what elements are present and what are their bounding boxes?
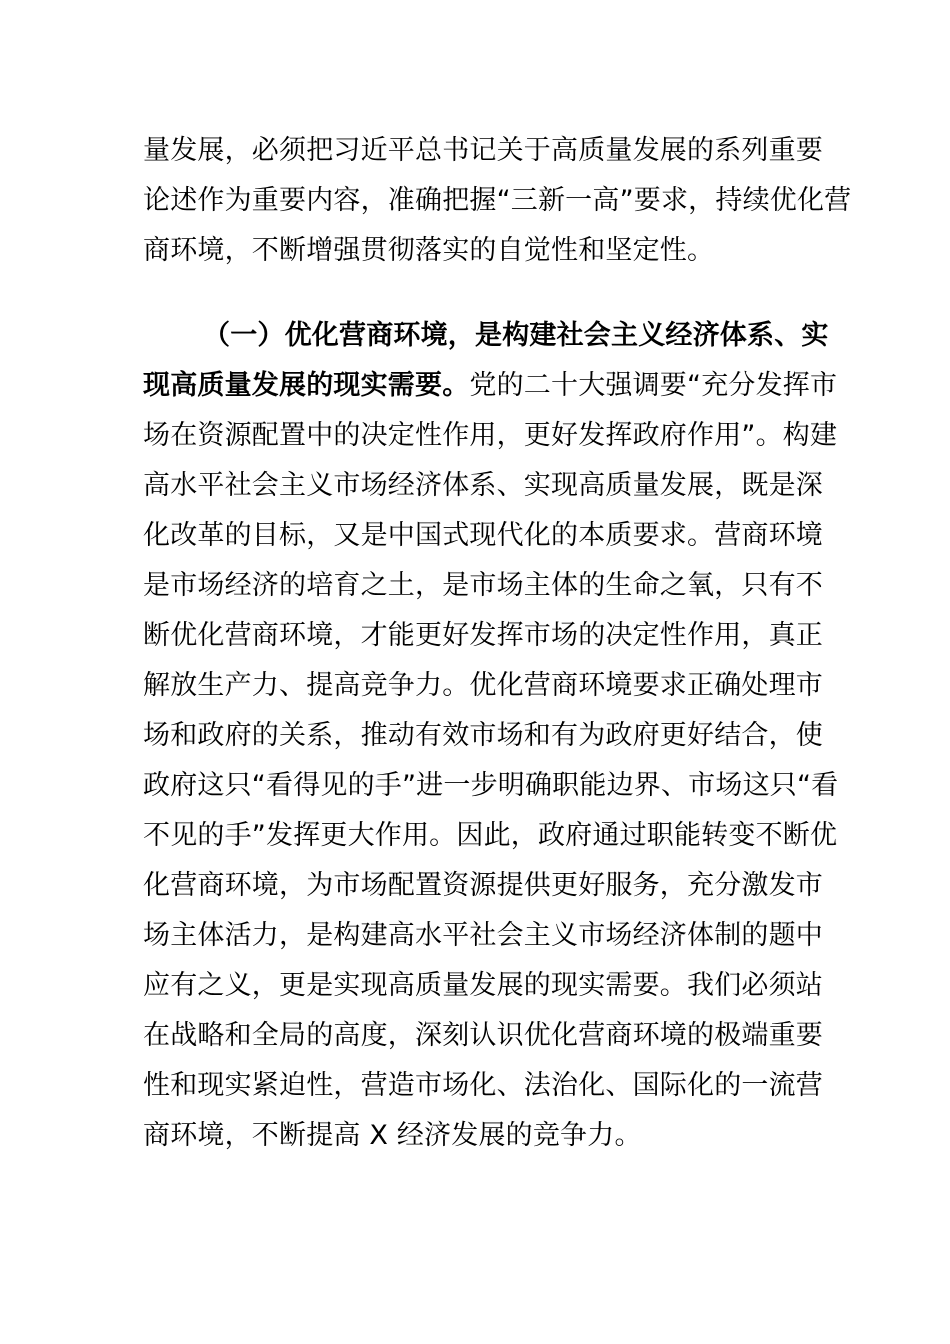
text-line: 应有之义，更是实现高质量发展的现实需要。我们必须站 — [143, 970, 823, 1001]
paragraph-1 — [143, 126, 852, 276]
text-line: 不见的手”发挥更大作用。因此，政府通过职能转变不断优 — [143, 820, 838, 851]
text-line: 解放生产力、提高竞争力。优化营商环境要求正确处理市 — [143, 670, 823, 701]
section-heading-continued: 现高质量发展的现实需要。 — [143, 370, 470, 401]
text-line: 是市场经济的培育之土，是市场主体的生命之氧，只有不 — [143, 570, 823, 601]
section-heading: （一）优化营商环境，是构建社会主义经济体系、实 — [203, 320, 829, 351]
text-line: 化改革的目标，又是中国式现代化的本质要求。营商环境 — [143, 520, 823, 551]
text-line: 高水平社会主义市场经济体系、实现高质量发展，既是深 — [143, 470, 823, 501]
text-line: 量发展，必须把习近平总书记关于高质量发展的系列重要 — [143, 135, 823, 166]
text-line: 断优化营商环境，才能更好发挥市场的决定性作用，真正 — [143, 620, 823, 651]
text-line: 商环境，不断增强贯彻落实的自觉性和坚定性。 — [143, 235, 715, 266]
text-run: 党的二十大强调要“充分发挥市 — [469, 370, 838, 401]
text-line: 场在资源配置中的决定性作用，更好发挥政府作用”。构建 — [143, 420, 838, 451]
text-line: 化营商环境，为市场配置资源提供更好服务，充分激发市 — [143, 870, 823, 901]
paragraph-2 — [143, 311, 839, 1161]
text-line: 政府这只“看得见的手”进一步明确职能边界、市场这只“看 — [143, 770, 839, 801]
text-line: 性和现实紧迫性，营造市场化、法治化、国际化的一流营 — [143, 1070, 823, 1101]
text-line: 场和政府的关系，推动有效市场和有为政府更好结合，使 — [143, 720, 823, 751]
text-line: 商环境，不断提高 X 经济发展的竞争力。 — [143, 1120, 642, 1151]
text-line — [143, 361, 838, 411]
text-line: 论述作为重要内容，准确把握“三新一高”要求，持续优化营 — [143, 185, 852, 216]
text-line: 场主体活力，是构建高水平社会主义市场经济体制的题中 — [143, 920, 823, 951]
text-line: 在战略和全局的高度，深刻认识优化营商环境的极端重要 — [143, 1020, 823, 1051]
